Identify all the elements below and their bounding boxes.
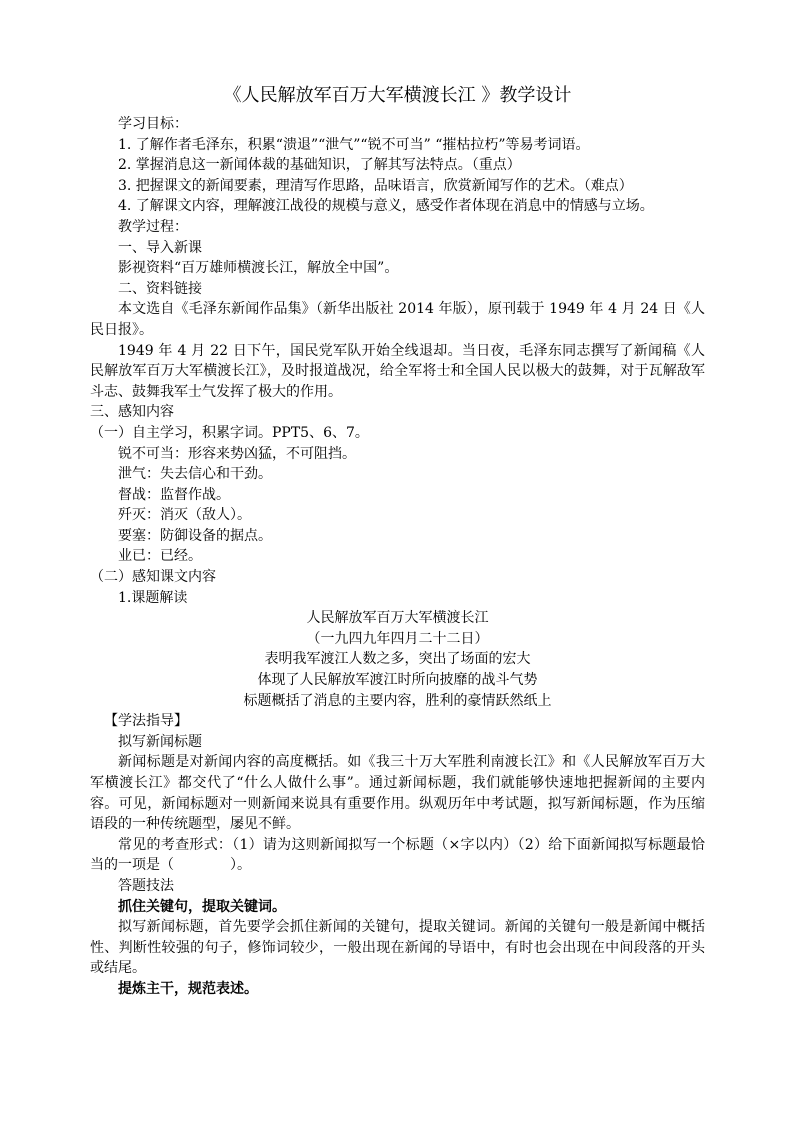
- method-paragraph-2: [90, 835, 705, 876]
- method-heading: 【学法指导】: [104, 713, 188, 730]
- section-2-paragraph-1: 本文选自《毛泽东新闻作品集》（新华出版社 2014 年版），原刊载于 1949 年 4 月 24 日《人民日报》。: [90, 301, 705, 338]
- centered-note-line: 体现了人民解放军渡江时所向披靡的战斗气势: [257, 672, 538, 689]
- vocab-item: 督战：监督作战。: [118, 486, 230, 503]
- vocab-item: 锐不可当：形容来势凶猛，不可阻挡。: [118, 445, 356, 462]
- section-2-heading: 二、资料链接: [118, 280, 202, 297]
- centered-note-line: 标题概括了消息的主要内容，胜利的豪情跃然纸上: [243, 692, 552, 709]
- goal-4: 4. 了解课文内容，理解渡江战役的规模与意义，感受作者体现在消息中的情感与立场。: [118, 198, 654, 215]
- centered-note-line: 表明我军渡江人数之多，突出了场面的宏大: [264, 651, 531, 668]
- method-paragraph-2-text: 常见的考查形式：（1）请为这则新闻拟写一个标题（×字以内）（2）给下面新闻拟写标题最恰当的一项是（: [90, 836, 705, 874]
- goals-heading: 学习目标：: [118, 116, 188, 132]
- goal-1: 1. 了解作者毛泽东，积累“溃退”“泄气”“锐不可当” “摧枯拉朽”等易考词语。: [118, 136, 590, 153]
- tip-2-heading: 提炼主干，规范表述。: [118, 980, 258, 997]
- process-heading: 教学过程：: [118, 218, 188, 235]
- subsection-1-heading: （一）自主学习，积累字词。PPT5、6、7。: [90, 424, 369, 441]
- vocab-item: 业已：已经。: [118, 548, 202, 565]
- section-2-paragraph-2: 1949 年 4 月 22 日下午，国民党军队开始全线退却。当日夜，毛泽东同志撰写了新闻稿《人民解放军百万大军横渡长江》，及时报道战况，给全军将士和全国人民以极大的鼓舞，对于瓦解敌军斗志、鼓舞我军士气发挥了极大的作用。: [90, 342, 705, 400]
- method-paragraph-2-end: ）。: [230, 857, 251, 874]
- section-1-heading: 一、导入新课: [118, 239, 202, 256]
- tip-1-text: 拟写新闻标题，首先要学会抓住新闻的关键句，提取关键词。新闻的关键句一般是新闻中概括性、判断性较强的句子，修饰词较少，一般出现在新闻的导语中，有时也会出现在中间段落的开头或结尾。: [90, 919, 705, 977]
- item-1-heading: 1.课题解读: [118, 589, 188, 606]
- vocab-item: 泄气：失去信心和干劲。: [118, 466, 272, 483]
- tip-1-heading: 抓住关键句，提取关键词。: [118, 898, 286, 915]
- centered-title-line: 人民解放军百万大军横渡长江: [306, 610, 489, 627]
- section-3-heading: 三、感知内容: [90, 404, 174, 421]
- tips-heading: 答题技法: [118, 877, 174, 894]
- method-paragraph-1: 新闻标题是对新闻内容的高度概括。如《我三十万大军胜利南渡长江》和《人民解放军百万大军横渡长江》都交代了“什么人做什么事”。通过新闻标题，我们就能够快速地把握新闻的主要内容。可见，新闻标题对一则新闻来说具有重要作用。纵观历年中考试题，拟写新闻标题，作为压缩语段的一种传统题型，屡见不鲜。: [90, 754, 705, 833]
- document-page: [90, 80, 705, 1000]
- vocab-item: 歼灭：消灭（敌人）。: [118, 507, 251, 524]
- document-title: 《人民解放军百万大军横渡长江 》教学设计: [223, 85, 572, 106]
- subsection-2-heading: （二）感知课文内容: [90, 569, 216, 586]
- centered-date-line: （一九四九年四月二十二日）: [306, 630, 489, 647]
- vocab-item: 要塞：防御设备的据点。: [118, 527, 272, 544]
- section-1-text: 影视资料“百万雄师横渡长江，解放全中国”。: [118, 260, 399, 277]
- goal-3: 3. 把握课文的新闻要素，理清写作思路，品味语言，欣赏新闻写作的艺术。（难点）: [118, 177, 633, 194]
- method-subheading: 拟写新闻标题: [118, 733, 202, 750]
- goal-2: 2. 掌握消息这一新闻体裁的基础知识，了解其写法特点。（重点）: [118, 157, 521, 174]
